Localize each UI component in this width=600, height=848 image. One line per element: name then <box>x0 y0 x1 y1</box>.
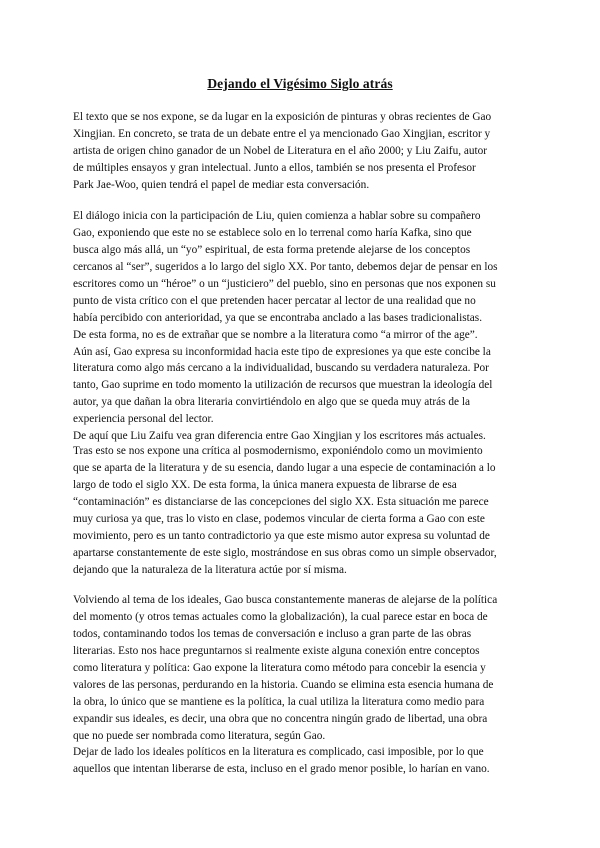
text-line: literarias. Esto nos hace preguntarnos si realmente existe alguna conexión entre conceptos <box>73 644 480 657</box>
text-line: El diálogo inicia con la participación de Liu, quien comienza a hablar sobre su compañero <box>73 210 481 222</box>
text-line: Aún así, Gao expresa su inconformidad hacia este tipo de expresiones ya que este concibe la <box>73 345 491 358</box>
text-line: Tras esto se nos expone una crítica al posmodernismo, exponiéndolo como un movimiento <box>73 445 483 457</box>
text-line: movimiento, pero es un tanto contradictorio ya que este mismo autor expresa su voluntad de <box>73 529 490 542</box>
text-line: que no puede ser nombrada como literatura, según Gao. <box>73 729 326 742</box>
text-line: artista de origen chino ganador de un Nobel de Literatura en el año 2000; y Liu Zaifu, autor <box>73 144 488 157</box>
text-line: largo de todo el siglo XX. De esta forma, la única manera expuesta de librarse de esa <box>73 478 457 491</box>
text-line: Gao, exponiendo que este no se establece solo en lo terrenal como haría Kafka, sino que <box>73 226 472 239</box>
text-line: aquellos que intentan liberarse de esta, incluso en el grado menor posible, lo harían en vano. <box>73 763 490 776</box>
text-line: había percibido con anterioridad, ya que se encontraba anclado a las bases tradicionalistas. <box>73 311 483 324</box>
text-line: expandir sus ideales, es decir, una obra que no concentra ningún grado de libertad, una obra <box>73 712 488 725</box>
text-line: El texto que se nos expone, se da lugar en la exposición de pinturas y obras recientes de Gao <box>73 111 492 123</box>
text-line: busca algo más allá, un “yo” espiritual, de esta forma pretende alejarse de los conceptos <box>73 243 471 256</box>
text-line: Dejar de lado los ideales políticos en la literatura es complicado, casi imposible, por lo que <box>73 746 484 759</box>
paragraph-postmodernism <box>73 443 533 579</box>
text-line: De esta forma, no es de extrañar que se nombre a la literatura como “a mirror of the age”. <box>73 328 478 341</box>
text-line: la obra, lo único que se mantiene es la política, la cual utiliza la literatura como medio para <box>73 695 485 708</box>
text-line: que se aparta de la literatura y de su esencia, dando lugar a una especie de contaminación a lo <box>73 461 496 474</box>
text-line: literatura como algo más cercano a la individualidad, buscando su verdadera naturaleza. Por <box>73 362 489 375</box>
text-line: experiencia personal del lector. <box>73 413 214 426</box>
text-line: del momento (y otros temas actuales como la globalización), la cual parece estar en boca de <box>73 610 488 623</box>
text-line: todos, contaminando todos los temas de conversación e incluso a gran parte de las obras <box>73 627 472 640</box>
text-line: “contaminación” es distanciarse de las concepciones del siglo XX. Esta situación me parece <box>73 495 489 508</box>
text-line: Xingjian. En concreto, se trata de un debate entre el ya mencionado Gao Xingjian, escritor y <box>73 127 491 140</box>
text-line: escritores como un “héroe” o un “justiciero” del pueblo, sino en personas que nos exponen su <box>73 277 496 290</box>
text-line: punto de vista crítico con el que pretenden hacer percatar al lector de una realidad que no <box>73 294 476 307</box>
text-line: apartarse constantemente de este siglo, mostrándose en sus obras como un simple observador, <box>73 546 497 559</box>
document-title: Dejando el Vigésimo Siglo atrás <box>207 76 393 91</box>
text-line: tanto, Gao suprime en todo momento la utilización de recursos que muestran la ideología del <box>73 379 493 392</box>
text-line: como literatura y política: Gao expone la literatura como método para concebir la esencia y <box>73 661 486 674</box>
paragraph-ideals <box>73 592 533 778</box>
paragraph-intro <box>73 109 533 194</box>
text-line: muy curiosa ya que, tras lo visto en clase, podemos vincular de cierta forma a Gao con este <box>73 512 485 525</box>
paragraph-dialogue <box>73 208 533 445</box>
text-line: cercanos al “ser”, sugeridos a lo largo del siglo XX. Por tanto, debemos dejar de pensar en los <box>73 260 498 273</box>
text-line: De aquí que Liu Zaifu vea gran diferencia entre Gao Xingjian y los escritores más actuales. <box>73 430 486 443</box>
text-line: de múltiples ensayos y gran intelectual. Junto a ellos, también se nos presenta el Profesor <box>73 161 476 174</box>
text-line: dejando que la naturaleza de la literatura actúe por sí misma. <box>73 563 347 576</box>
text-line: Park Jae-Woo, quien tendrá el papel de mediar esta conversación. <box>73 178 370 191</box>
text-line: valores de las personas, perdurando en la historia. Cuando se elimina esta esencia humana de <box>73 678 494 691</box>
text-line: autor, ya que dañan la obra literaria convirtiéndolo en algo que se queda muy atrás de la <box>73 396 470 409</box>
text-line: Volviendo al tema de los ideales, Gao busca constantemente maneras de alejarse de la política <box>73 594 498 606</box>
